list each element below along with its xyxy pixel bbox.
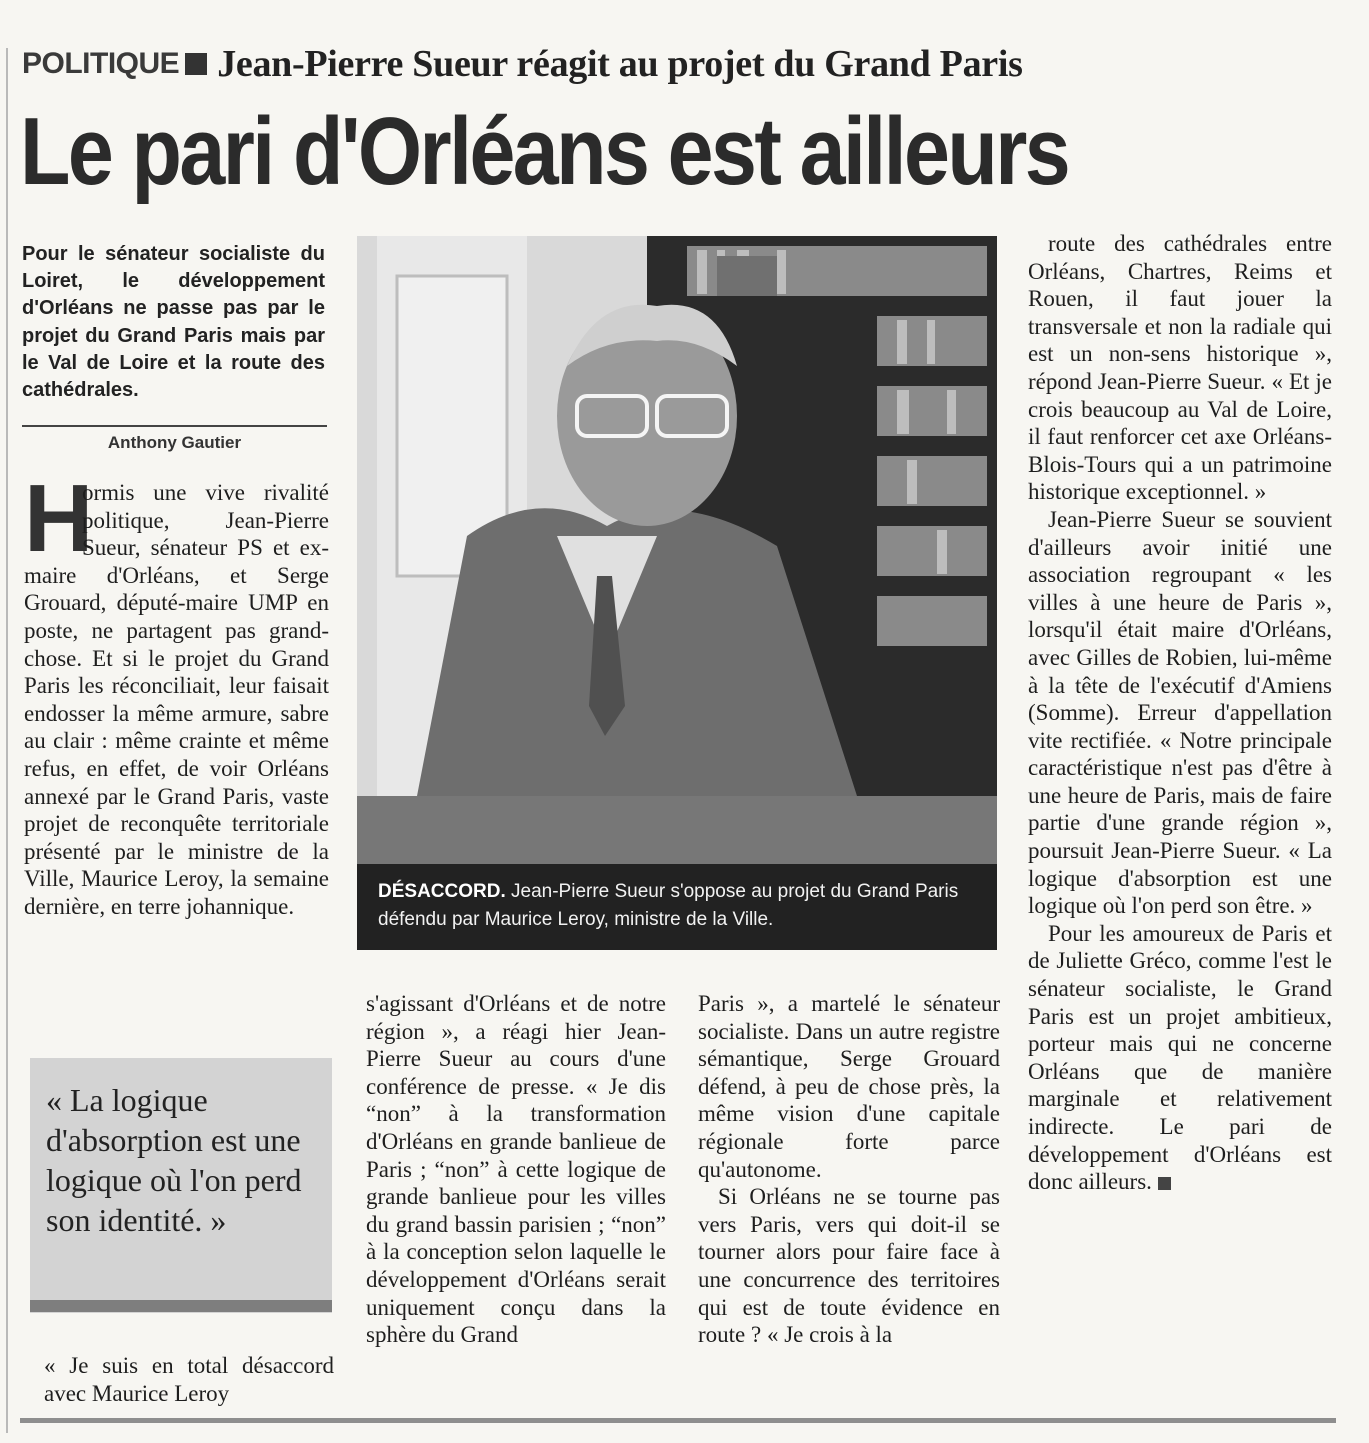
final-paragraph-text: Pour les amoureux de Paris et de Juliette Gréco, comme l'est le sénateur socialiste, le Grand Paris est un projet ambitieux, porteur mais qui ne concerne Orléans que de manière marginale et relativement indirecte. Le pari de développement d'Orléans est donc ailleurs. [1028,920,1332,1195]
square-bullet-icon [185,53,207,75]
kicker-line [22,40,1023,88]
paragraph: Jean-Pierre Sueur se souvient d'ailleurs avoir initié une association regroupant « les villes à une heure de Paris », lorsqu'il était maire d'Orléans, avec Gilles de Robien, lui-même à la tête de l'exécutif d'Amiens (Somme). Erreur d'appellation vite rectifiée. « Notre principale caractéristique n'est pas d'être à une heure de Paris, mais de faire partie d'une grande région », poursuit Jean-Pierre Sueur. « La logique d'absorption est une logique où l'on perd son être. » [1028,506,1332,919]
column-1-continued [44,1352,334,1407]
paragraph: s'agissant d'Orléans et de notre région », a réagi hier Jean-Pierre Sueur au cours d'une conférence de presse. « Je dis “non” à la transformation d'Orléans en grande banlieue de Paris ; “non” à cette logique de grande banlieue pour les villes du grand bassin parisien ; “non” à la conception selon laquelle le développement d'Orléans serait uniquement conçu dans la sphère du Grand [366,991,666,1348]
standfirst: Pour le sénateur socialiste du Loiret, le développement d'Orléans ne passe pas par le projet du Grand Paris mais par le Val de Loire et la route des cathédrales. [22,243,325,402]
end-mark-icon [1158,1177,1171,1190]
photo-caption [378,878,978,934]
column-2 [366,990,666,1349]
paragraph [1028,920,1332,1196]
left-margin-rule [6,48,8,1433]
pull-quote-text: « La logique d'absorption est une logique où l'on perd son identité. » [46,1082,302,1238]
pull-quote-box [30,1058,332,1313]
paragraph: Si Orléans ne se tourne pas vers Paris, vers qui doit-il se tourner alors pour faire face à une concurrence des territoires qui est de toute évidence en route ? « Je crois à la [698,1184,1000,1348]
paragraph: ormis une vive rivalité politique, Jean-Pierre Sueur, sénateur PS et ex-maire d'Orléans, et Serge Grouard, député-maire UMP en poste, ne partagent pas grand-chose. Et si le projet du Grand Paris les réconciliait, leur faisait endosser la même armure, sabre au clair : même crainte et même refus, en effet, de voir Orléans annexé par le Grand Paris, vaste projet de reconquête territoriale présenté par le ministre de la Ville, Maurice Leroy, la semaine dernière, en terre johannique. [24,480,329,919]
paragraph: Paris », a martelé le sénateur socialiste. Dans un autre registre sémantique, Serge Grouard défend, à peu de chose près, la même vision d'une capitale régionale forte parce qu'autonome. [698,991,1000,1182]
byline-divider [22,425,327,427]
section-rubric: POLITIQUE [22,47,180,80]
caption-text: Jean-Pierre Sueur s'oppose au projet du Grand Paris défendu par Maurice Leroy, ministre de la Ville. [378,881,959,930]
pull-quote-bar [30,1300,332,1312]
byline: Anthony Gautier [107,433,242,452]
drop-cap: H [24,465,94,572]
paragraph: « Je suis en total désaccord avec Maurice Leroy [44,1353,334,1406]
column-4 [1028,230,1332,1196]
bottom-rule [20,1418,1336,1423]
headline: Le pari d'Orléans est ailleurs [20,98,1069,205]
column-3 [698,990,1000,1349]
kicker-subtitle: Jean-Pierre Sueur réagit au projet du Grand Paris [217,43,1023,85]
paragraph: route des cathédrales entre Orléans, Chartres, Reims et Rouen, il faut jouer la transversale et non la radiale qui est un non-sens historique », répond Jean-Pierre Sueur. « Et je crois beaucoup au Val de Loire, il faut renforcer cet axe Orléans-Blois-Tours qui a un patrimoine historique exceptionnel. » [1028,231,1332,505]
column-1 [24,465,329,921]
portrait-photo [357,236,997,864]
caption-lead: DÉSACCORD. [378,881,506,902]
